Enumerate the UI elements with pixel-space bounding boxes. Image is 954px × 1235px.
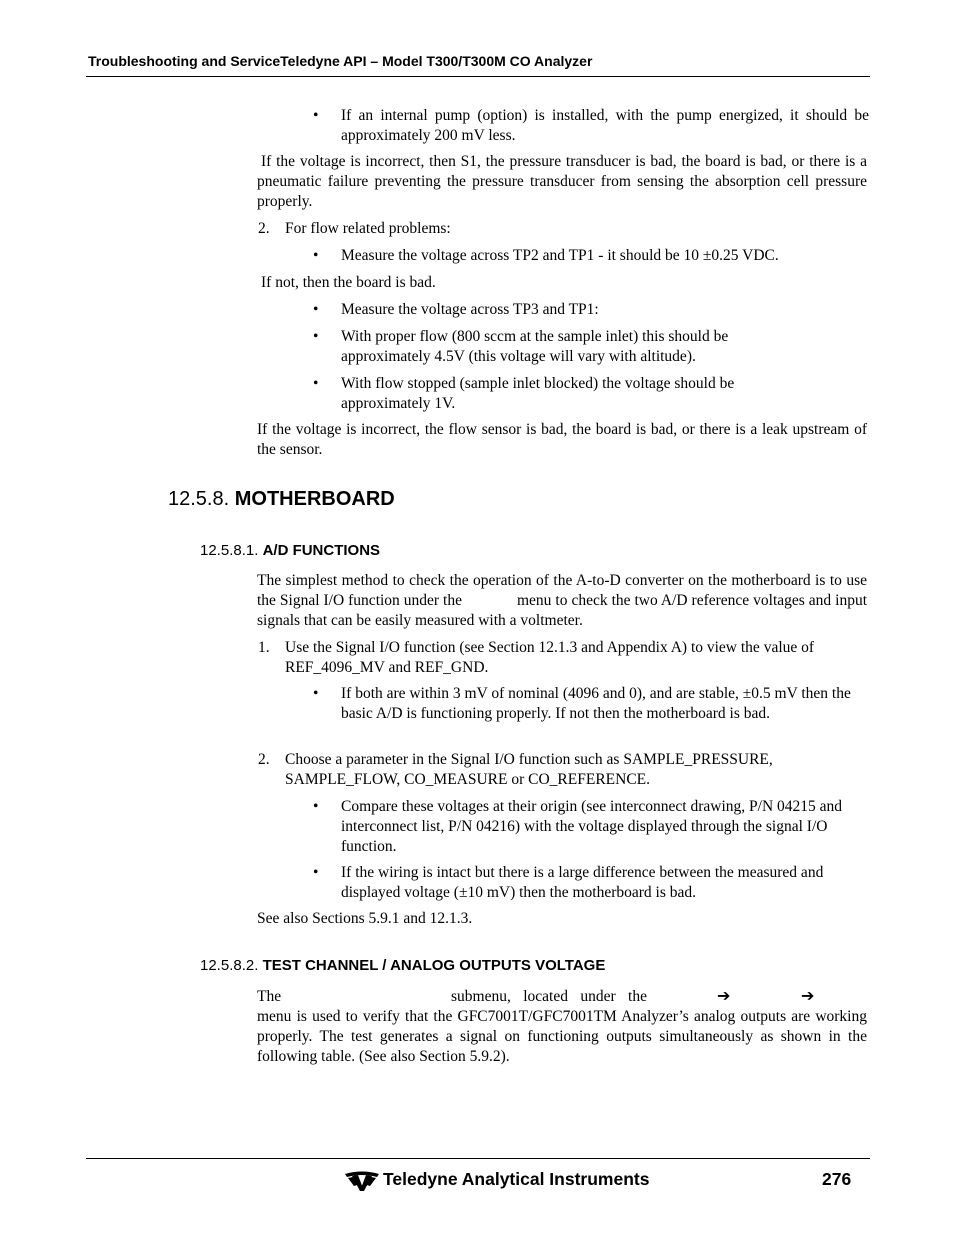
footer-company: Teledyne Analytical Instruments (383, 1169, 650, 1189)
header-rule (86, 76, 870, 77)
section-heading-motherboard (168, 488, 395, 511)
subsection-number: 12.5.8.1. (200, 542, 259, 559)
subsection-heading-test-channel (200, 957, 605, 974)
paragraph-ad-intro (257, 571, 867, 631)
ad-intro-part-a: The simplest method to check the operation of the A-to-D converter on the motherboard is to use the Signal I/O function under the (257, 572, 867, 609)
ad-item2-text: Choose a parameter in the Signal I/O function such as SAMPLE_PRESSURE, SAMPLE_FLOW, CO_MEASURE or CO_REFERENCE. (285, 751, 773, 788)
paragraph-test-channel: menu is used to verify that the GFC7001T/GFC7001TM Analyzer’s analog outputs are working properly. The test generates a signal on functioning outputs simultaneously as shown in the following table. (See also Section 5.9.2). (257, 1008, 867, 1065)
header-title: Troubleshooting and ServiceTeledyne API – Model T300/T300M CO Analyzer (88, 53, 593, 69)
bullet-tp3-text: Measure the voltage across TP3 and TP1: (341, 301, 599, 318)
teledyne-logo-icon (344, 1170, 380, 1192)
subsection-title: A/D FUNCTIONS (262, 542, 381, 559)
test-word-submenu: submenu, located under the (451, 988, 647, 1005)
ad-intro-part-b: menu to check the two A/D reference voltages and input signals that can be easily measured with a voltmeter. (257, 592, 868, 629)
ad-item1-bullet-text: If both are within 3 mV of nominal (4096 and 0), and are stable, ±0.5 mV then the basic A/D is functioning properly. If not then the motherboard is bad. (341, 685, 851, 722)
list-number-1: 1. (258, 639, 270, 656)
bullet-dot: • (313, 375, 319, 392)
section-number: 12.5.8. (168, 488, 230, 510)
list-number-2: 2. (258, 751, 270, 768)
test-word-the: The (257, 988, 282, 1005)
subsection-number: 12.5.8.2. (200, 957, 259, 974)
bullet-dot: • (313, 107, 319, 124)
footer-page-number: 276 (822, 1169, 852, 1189)
paragraph-not-bad: If not, then the board is bad. (261, 274, 436, 291)
bullet-flow-stopped-text: With flow stopped (sample inlet blocked) the voltage should be approximately 1V. (341, 375, 735, 412)
bullet-dot: • (313, 864, 319, 881)
bullet-dot: • (313, 328, 319, 345)
right-arrow-icon: ➔ (801, 986, 815, 1005)
bullet-dot: • (313, 685, 319, 702)
subsection-heading-ad (200, 542, 380, 559)
paragraph-flow-incorrect: If the voltage is incorrect, the flow sensor is bad, the board is bad, or there is a leak upstream of the sensor. (257, 421, 867, 458)
ad-item1-text: Use the Signal I/O function (see Section 12.1.3 and Appendix A) to view the value of REF_4096_MV and REF_GND. (285, 639, 815, 676)
section-title: MOTHERBOARD (234, 488, 395, 510)
bullet-pump-text: If an internal pump (option) is installed, with the pump energized, it should be approximately 200 mV less. (341, 107, 869, 144)
bullet-proper-flow-text: With proper flow (800 sccm at the sample inlet) this should be approximately 4.5V (this voltage will vary with altitude). (341, 328, 729, 365)
bullet-dot: • (313, 247, 319, 264)
footer-rule (86, 1158, 870, 1159)
subsection-title: TEST CHANNEL / ANALOG OUTPUTS VOLTAGE (262, 957, 606, 974)
paragraph-pressure-incorrect: If the voltage is incorrect, then S1, the pressure transducer is bad, the board is bad, or there is a pneumatic failure preventing the pressure transducer from sensing the absorption cell pressure properly. (257, 153, 867, 210)
bullet-dot: • (313, 301, 319, 318)
flow-item-text: For flow related problems: (285, 220, 451, 237)
bullet-tp2-text: Measure the voltage across TP2 and TP1 - it should be 10 ±0.25 VDC. (341, 247, 779, 264)
see-also-text: See also Sections 5.9.1 and 12.1.3. (257, 910, 473, 927)
list-number-2: 2. (258, 220, 270, 237)
right-arrow-icon: ➔ (717, 986, 731, 1005)
ad-item2-bullet2-text: If the wiring is intact but there is a large difference between the measured and displayed voltage (±10 mV) then the motherboard is bad. (341, 864, 824, 901)
ad-item2-bullet1-text: Compare these voltages at their origin (see interconnect drawing, P/N 04215 and interconnect list, P/N 04216) with the voltage displayed through the signal I/O function. (341, 798, 843, 855)
bullet-dot: • (313, 798, 319, 815)
